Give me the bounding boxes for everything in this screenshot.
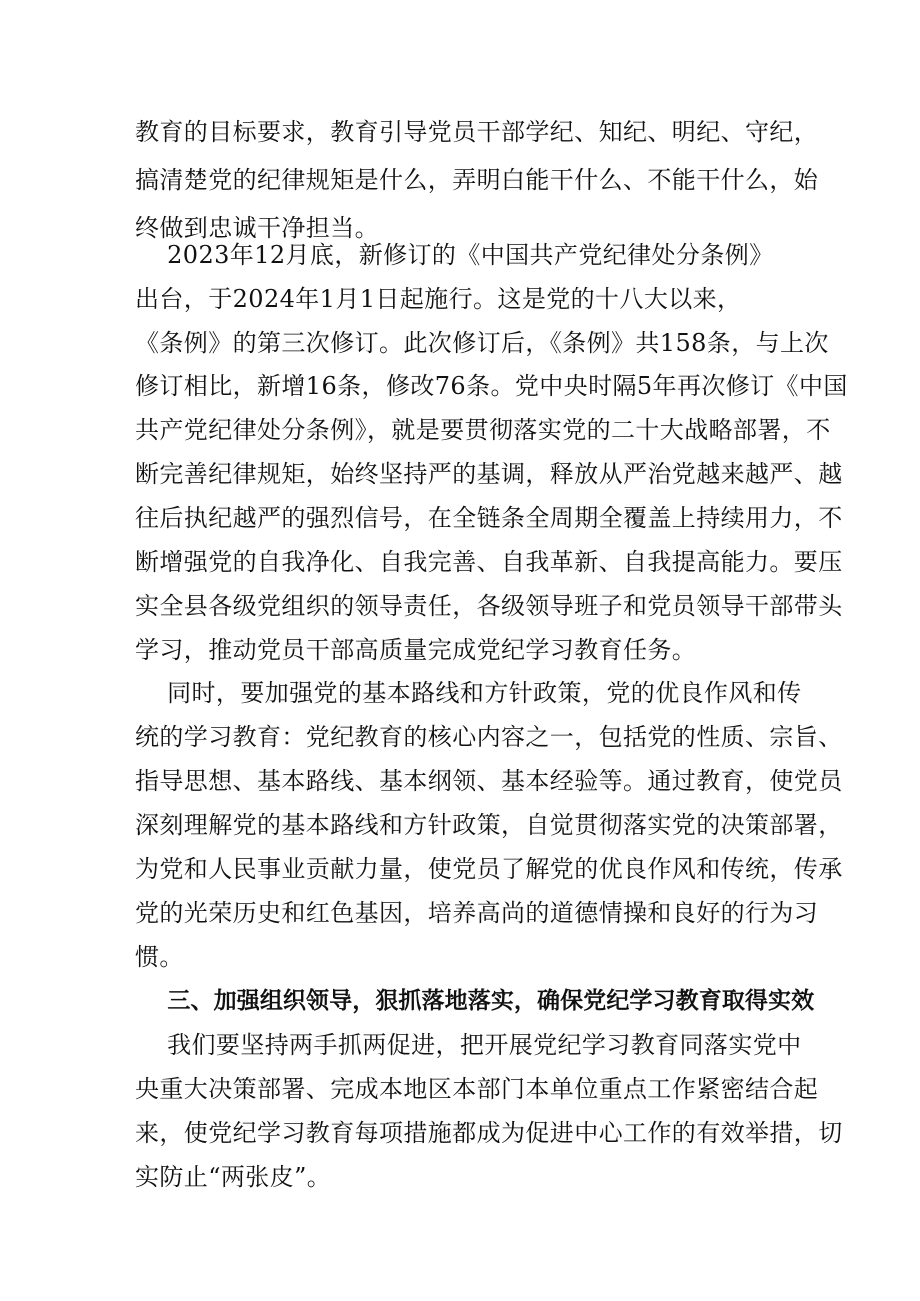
body-line: 深刻理解党的基本路线和方针政策，自觉贯彻落实党的决策部署， — [135, 811, 843, 839]
body-line: 《条例》的第三次修订。此次修订后，《条例》共158条，与上次 — [135, 329, 829, 357]
body-line: 教育的目标要求，教育引导党员干部学纪、知纪、明纪、守纪， — [135, 118, 819, 146]
body-line: 学习，推动党员干部高质量完成党纪学习教育任务。 — [135, 636, 697, 664]
body-line: 我们要坚持两手抓两促进，把开展党纪学习教育同落实党中 — [135, 1031, 802, 1059]
body-line: 2023年12月底，新修订的《中国共产党纪律处分条例》 — [135, 241, 774, 269]
body-line: 实全县各级党组织的领导责任，各级领导班子和党员领导干部带头 — [135, 592, 843, 620]
body-line: 指导思想、基本路线、基本纲领、基本经验等。通过教育，使党员 — [135, 767, 843, 795]
body-line: 断完善纪律规矩，始终坚持严的基调，释放从严治党越来越严、越 — [135, 460, 843, 488]
body-line: 搞清楚党的纪律规矩是什么，弄明白能干什么、不能干什么，始 — [135, 166, 819, 194]
body-line: 央重大决策部署、完成本地区本部门本单位重点工作紧密结合起 — [135, 1075, 819, 1103]
body-line: 断增强党的自我净化、自我完善、自我革新、自我提高能力。要压 — [135, 548, 843, 576]
body-line: 为党和人民事业贡献力量，使党员了解党的优良作风和传统，传承 — [135, 855, 843, 883]
body-line: 往后执纪越严的强烈信号，在全链条全周期全覆盖上持续用力，不 — [135, 504, 843, 532]
body-line: 党的光荣历史和红色基因，培养高尚的道德情操和良好的行为习 — [135, 899, 819, 927]
body-line: 出台，于2024年1月1日起施行。这是党的十八大以来， — [135, 285, 742, 313]
body-line: 惯。 — [135, 943, 184, 971]
body-line: 实防止“两张皮”。 — [135, 1163, 332, 1191]
body-line: 修订相比，新增16条，修改76条。党中央时隔5年再次修订《中国 — [135, 372, 848, 400]
section-heading: 三、加强组织领导，狠抓落地落实，确保党纪学习教育取得实效 — [135, 988, 815, 1014]
body-line: 统的学习教育：党纪教育的核心内容之一，包括党的性质、宗旨、 — [135, 723, 843, 751]
body-line: 终做到忠诚干净担当。 — [135, 214, 379, 242]
body-line: 同时，要加强党的基本路线和方针政策，党的优良作风和传 — [135, 679, 802, 707]
body-line: 来，使党纪学习教育每项措施都成为促进中心工作的有效举措，切 — [135, 1119, 843, 1147]
body-line: 共产党纪律处分条例》，就是要贯彻落实党的二十大战略部署，不 — [135, 416, 831, 444]
